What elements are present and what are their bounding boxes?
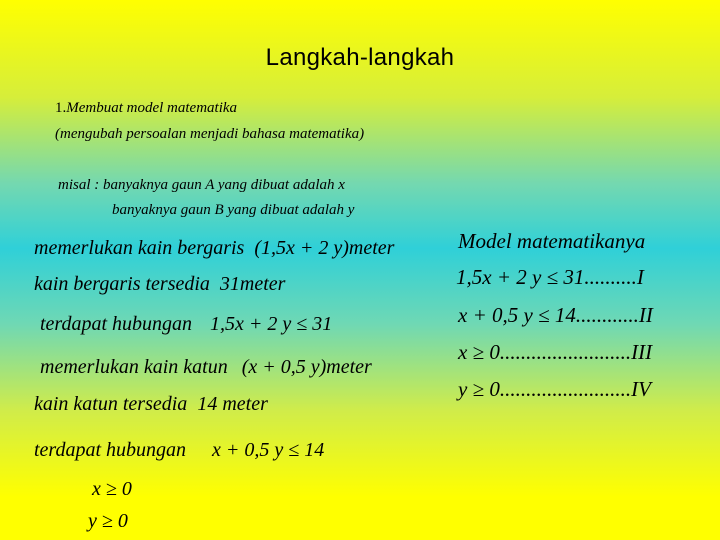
katun-avail-text: kain katun tersedia	[34, 393, 188, 415]
bergaris-avail-text: kain bergaris tersedia	[34, 273, 210, 295]
bergaris-avail-value: 31meter	[219, 273, 286, 295]
katun-rel-text: terdapat hubungan	[34, 439, 187, 461]
bergaris-need	[34, 237, 394, 260]
katun-rel-expr: x + 0,5 y ≤ 14	[212, 439, 325, 461]
bergaris-need-expr: (1,5x + 2 y)meter	[254, 237, 395, 259]
model-item-4: y ≥ 0.........................IV	[458, 377, 651, 401]
bergaris-avail	[34, 273, 285, 296]
misal-line-1: misal : banyaknya gaun A yang dibuat adalah x	[58, 177, 345, 193]
model-item-1: 1,5x + 2 y ≤ 31..........I	[456, 265, 644, 289]
bergaris-relation	[40, 313, 332, 336]
model-item-2: x + 0,5 y ≤ 14............II	[458, 303, 653, 327]
step-number: 1.	[55, 100, 67, 116]
y-nonnegative: y ≥ 0	[88, 510, 128, 532]
step-heading-text: Membuat model matematika	[66, 100, 238, 116]
bergaris-rel-text: terdapat hubungan	[40, 313, 193, 335]
step-heading	[55, 100, 237, 117]
katun-need-text: memerlukan kain katun	[40, 356, 228, 378]
x-nonnegative: x ≥ 0	[92, 478, 132, 500]
katun-avail	[34, 393, 268, 416]
misal-line-2: banyaknya gaun B yang dibuat adalah y	[112, 202, 355, 218]
slide-title: Langkah-langkah	[265, 44, 455, 71]
model-item-3: x ≥ 0.........................III	[458, 340, 653, 364]
katun-need-expr: (x + 0,5 y)meter	[241, 356, 372, 378]
katun-relation	[34, 439, 324, 462]
katun-need	[40, 356, 372, 379]
bergaris-need-text: memerlukan kain bergaris	[34, 237, 245, 259]
bergaris-rel-expr: 1,5x + 2 y ≤ 31	[210, 313, 333, 335]
katun-avail-value: 14 meter	[197, 393, 268, 415]
step-subtitle: (mengubah persoalan menjadi bahasa matematika)	[55, 126, 365, 142]
model-heading: Model matematikanya	[458, 229, 646, 253]
